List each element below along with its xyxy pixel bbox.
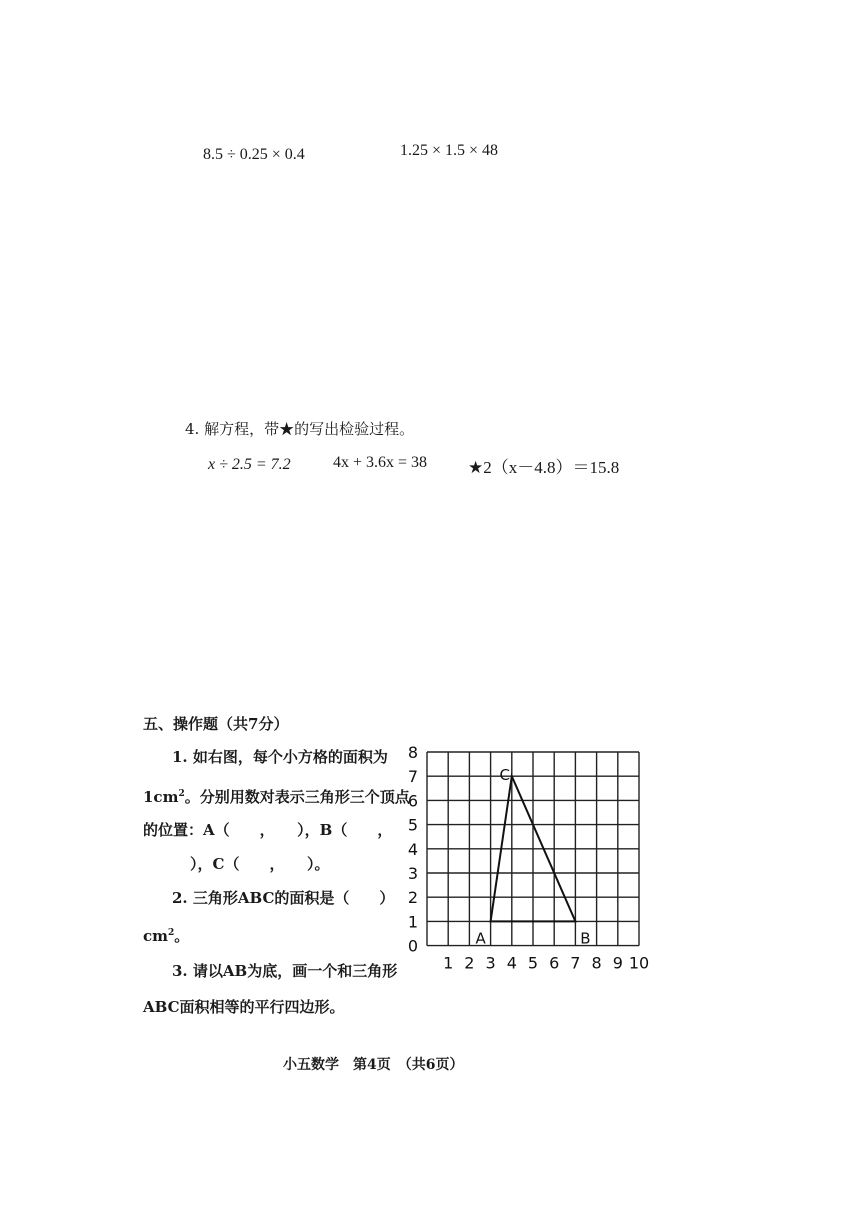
vertex-label-c: C xyxy=(499,766,511,785)
q1-unit-sup: 2 xyxy=(178,789,185,799)
y-tick-label: 1 xyxy=(407,912,419,932)
x-tick-label: 10 xyxy=(628,953,650,973)
coordinate-grid xyxy=(405,740,675,975)
page-footer: 小五数学 第4页 （共6页） xyxy=(283,1057,464,1073)
y-tick-label: 8 xyxy=(407,743,419,762)
q2-line-2-rest: 。 xyxy=(174,927,190,945)
q2-unit-sup: 2 xyxy=(168,928,175,938)
q4-title: 4. 解方程，带★的写出检验过程。 xyxy=(185,420,415,438)
y-tick-label: 3 xyxy=(407,864,419,883)
equation-1: x ÷ 2.5 = 7.2 xyxy=(208,456,291,473)
x-tick-label: 3 xyxy=(485,953,496,973)
q1-line-2-rest: 。分别用数对表示三角形三个顶点 xyxy=(184,788,410,806)
grid-lines xyxy=(427,752,639,946)
section-heading: 五、操作题（共7分） xyxy=(143,715,289,733)
x-tick-label: 8 xyxy=(591,953,602,973)
y-tick-label: 0 xyxy=(407,936,419,956)
x-tick-label: 5 xyxy=(527,953,539,973)
y-tick-label: 5 xyxy=(407,815,419,835)
y-tick-label: 2 xyxy=(407,888,419,908)
x-tick-label: 6 xyxy=(549,953,560,973)
x-axis-labels xyxy=(443,954,649,973)
q1-line-4: ），C（ ， ）。 xyxy=(175,855,330,873)
q1-line-2 xyxy=(143,786,410,807)
expression-2: 1.25 × 1.5 × 48 xyxy=(400,142,499,159)
x-tick-label: 4 xyxy=(506,953,517,973)
y-tick-label: 6 xyxy=(407,791,419,811)
q1-line-3: 的位置：A（ ， ），B（ ， xyxy=(143,821,393,839)
x-tick-label: 1 xyxy=(443,953,454,973)
x-tick-label: 9 xyxy=(612,953,623,973)
q1-unit: 1cm xyxy=(143,788,179,806)
y-tick-label: 7 xyxy=(407,767,419,787)
q1-line-1: 1. 如右图，每个小方格的面积为 xyxy=(172,748,388,766)
q2-unit: cm xyxy=(143,927,169,945)
q2-line-1: 2. 三角形ABC的面积是（ ） xyxy=(172,889,395,907)
q2-line-2 xyxy=(143,925,189,946)
q3-line-2: ABC面积相等的平行四边形。 xyxy=(143,998,345,1016)
y-tick-label: 4 xyxy=(407,839,419,859)
q3-line-1: 3. 请以AB为底，画一个和三角形 xyxy=(172,962,398,980)
x-tick-label: 7 xyxy=(570,953,581,973)
equation-2: 4x + 3.6x = 38 xyxy=(333,454,428,471)
y-axis-labels xyxy=(408,743,418,956)
vertex-label-a: A xyxy=(475,929,486,948)
x-tick-label: 2 xyxy=(464,953,475,973)
expression-1: 8.5 ÷ 0.25 × 0.4 xyxy=(203,146,305,163)
equation-3: ★2（x－4.8）＝15.8 xyxy=(468,458,620,477)
vertex-label-b: B xyxy=(580,929,591,948)
